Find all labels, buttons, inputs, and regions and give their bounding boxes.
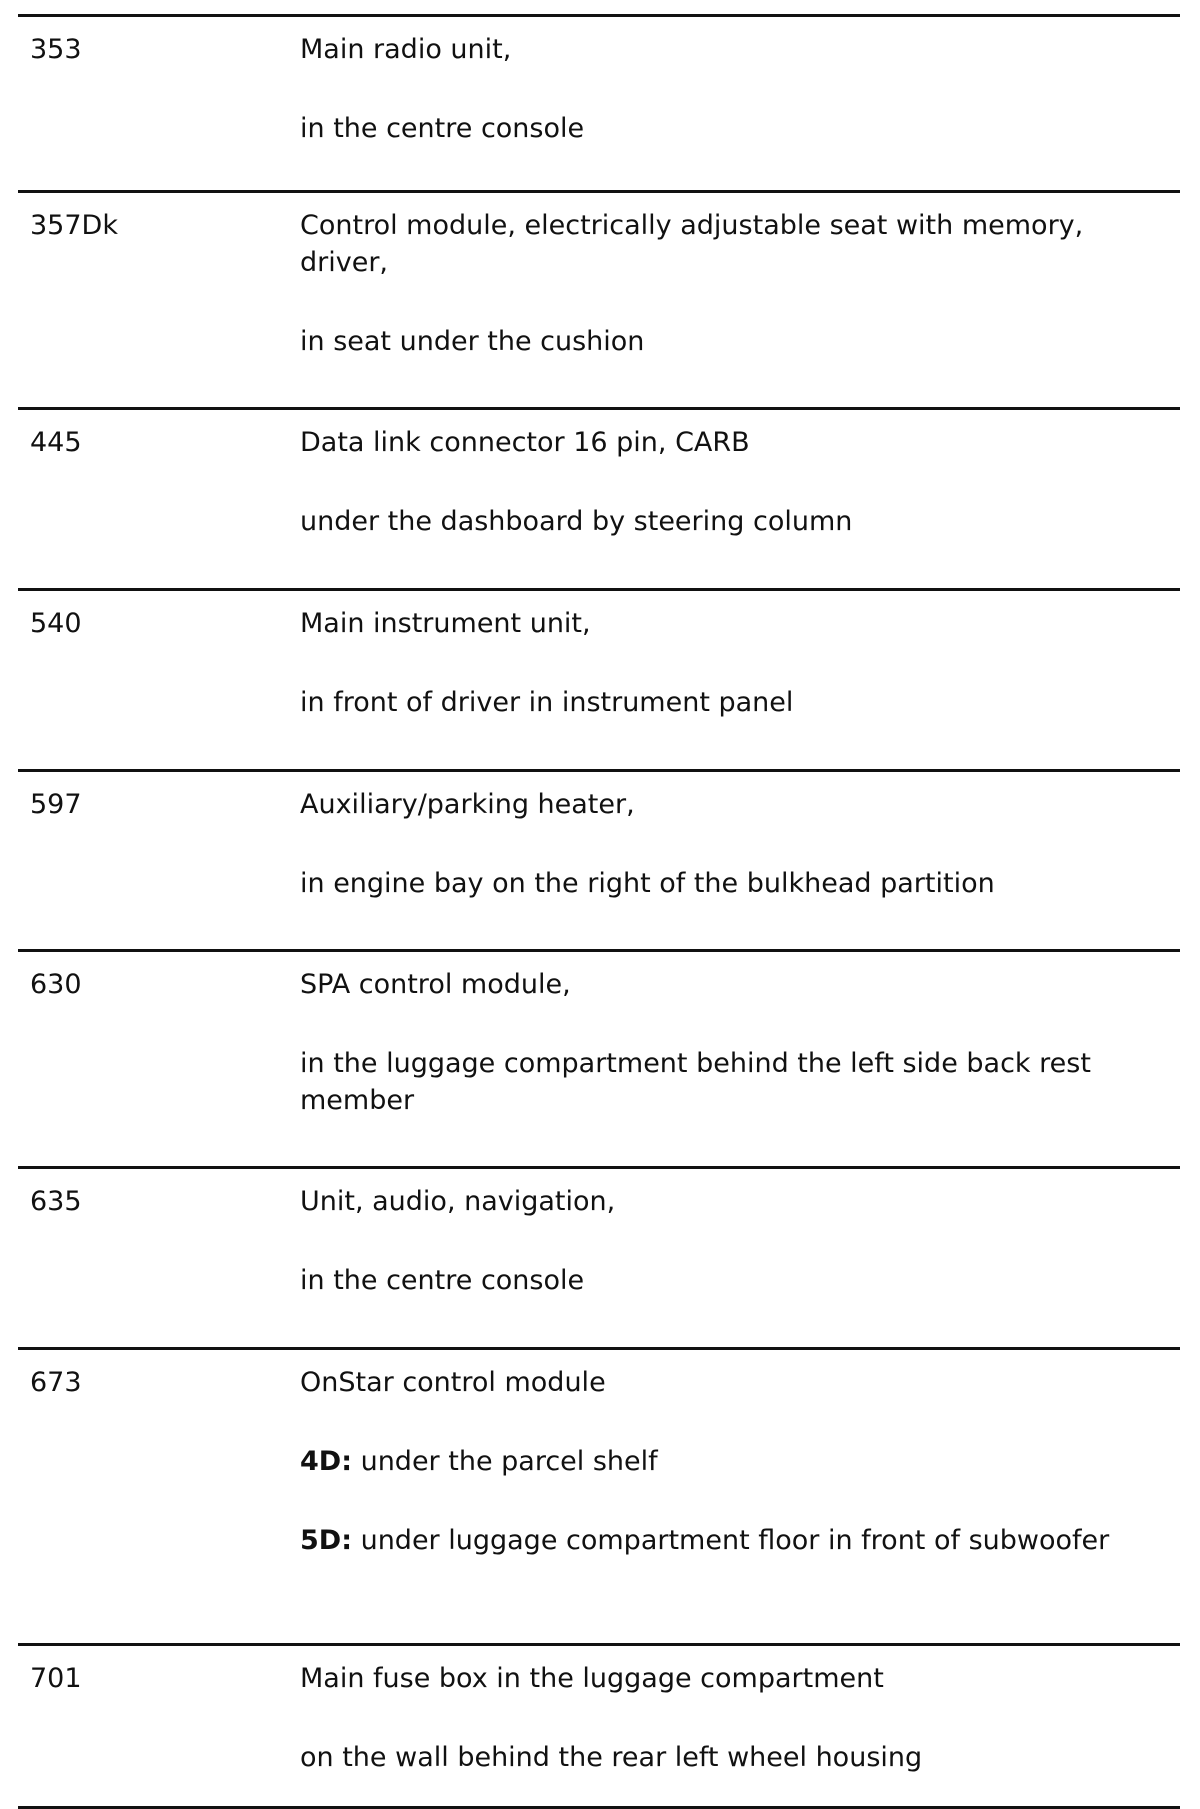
component-code: 445	[30, 427, 82, 458]
table-row	[18, 772, 1180, 952]
description-line: Auxiliary/parking heater,	[300, 789, 635, 820]
component-code: 540	[30, 608, 82, 639]
table-row	[18, 193, 1180, 410]
description-line: Main instrument unit,	[300, 608, 591, 639]
variant-text: under luggage compartment floor in front of subwoofer	[352, 1525, 1110, 1556]
description-line: Control module, electrically adjustable seat with memory, driver,	[300, 210, 1084, 278]
component-description	[300, 1350, 1180, 1643]
description-line	[300, 1443, 1140, 1480]
component-description	[300, 1646, 1180, 1806]
description-line: in front of driver in instrument panel	[300, 687, 794, 718]
component-code: 597	[30, 789, 82, 820]
description-line: in seat under the cushion	[300, 326, 645, 357]
table-row	[18, 410, 1180, 591]
table-row	[18, 591, 1180, 772]
description-line	[300, 1522, 1140, 1559]
description-line: in the centre console	[300, 1265, 585, 1296]
component-description	[300, 193, 1180, 407]
component-description	[300, 772, 1180, 949]
description-line: OnStar control module	[300, 1367, 606, 1398]
component-description	[300, 1169, 1180, 1347]
description-line: on the wall behind the rear left wheel housing	[300, 1742, 923, 1773]
table-row	[18, 1646, 1180, 1809]
component-description	[300, 591, 1180, 769]
component-code: 353	[30, 34, 82, 65]
component-code: 701	[30, 1663, 82, 1694]
variant-label: 4D:	[300, 1446, 352, 1477]
component-code: 630	[30, 969, 82, 1000]
component-code: 673	[30, 1367, 82, 1398]
description-line: in the centre console	[300, 113, 585, 144]
component-code: 635	[30, 1186, 82, 1217]
table-row	[18, 952, 1180, 1169]
component-description	[300, 410, 1180, 588]
component-description	[300, 17, 1180, 190]
table-row	[18, 17, 1180, 193]
description-line: under the dashboard by steering column	[300, 506, 853, 537]
variant-text: under the parcel shelf	[352, 1446, 658, 1477]
variant-label: 5D:	[300, 1525, 352, 1556]
description-line: SPA control module,	[300, 969, 571, 1000]
description-line: Unit, audio, navigation,	[300, 1186, 616, 1217]
description-line: Main fuse box in the luggage compartment	[300, 1663, 884, 1694]
component-location-table	[18, 14, 1180, 1809]
description-line: in engine bay on the right of the bulkhead partition	[300, 868, 995, 899]
table-row	[18, 1350, 1180, 1646]
table-row	[18, 1169, 1180, 1350]
description-line: Main radio unit,	[300, 34, 512, 65]
component-description	[300, 952, 1180, 1166]
description-line: in the luggage compartment behind the left side back rest member	[300, 1048, 1091, 1116]
component-code: 357Dk	[30, 210, 118, 241]
description-line: Data link connector 16 pin, CARB	[300, 427, 750, 458]
